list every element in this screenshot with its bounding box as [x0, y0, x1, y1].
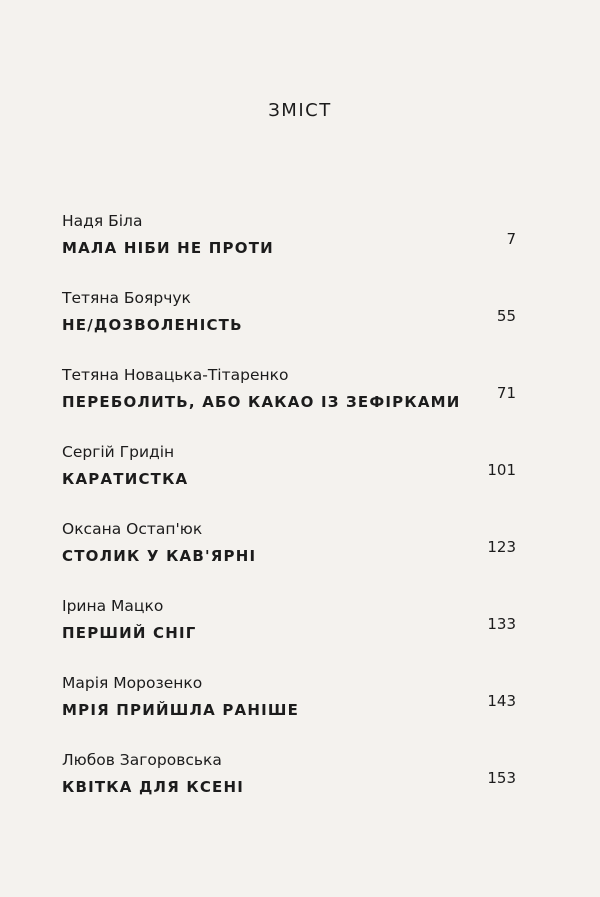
toc-entry [62, 749, 516, 826]
toc-entry [62, 287, 516, 364]
toc-entry [62, 518, 516, 595]
entry-page-number: 123 [487, 538, 516, 556]
entry-page-number: 71 [496, 384, 516, 402]
entry-author: Оксана Остап'юк [62, 520, 203, 538]
toc-entry [62, 441, 516, 518]
entry-author: Тетяна Боярчук [62, 289, 191, 307]
entry-story-title: КВІТКА ДЛЯ КСЕНІ [62, 778, 245, 796]
entry-story-title: МАЛА НІБИ НЕ ПРОТИ [62, 239, 274, 257]
entry-author: Марія Морозенко [62, 674, 203, 692]
entry-story-title: НЕ/ДОЗВОЛЕНІСТЬ [62, 316, 243, 334]
entry-page-number: 55 [496, 307, 516, 325]
table-of-contents [62, 210, 516, 826]
entry-story-title: КАРАТИСТКА [62, 470, 189, 488]
entry-author: Любов Загоровська [62, 751, 222, 769]
entry-story-title: ПЕРЕБОЛИТЬ, АБО КАКАО ІЗ ЗЕФІРКАМИ [62, 393, 461, 411]
toc-entry [62, 364, 516, 441]
entry-page-number: 153 [487, 769, 516, 787]
entry-story-title: МРІЯ ПРИЙШЛА РАНІШЕ [62, 701, 300, 719]
entry-page-number: 143 [487, 692, 516, 710]
toc-entry [62, 672, 516, 749]
toc-entry [62, 595, 516, 672]
entry-story-title: ПЕРШИЙ СНІГ [62, 624, 197, 642]
entry-story-title: СТОЛИК У КАВ'ЯРНІ [62, 547, 257, 565]
entry-author: Надя Біла [62, 212, 143, 230]
entry-author: Тетяна Новацька-Тітаренко [62, 366, 289, 384]
toc-entry [62, 210, 516, 287]
entry-author: Ірина Мацко [62, 597, 164, 615]
entry-page-number: 133 [487, 615, 516, 633]
entry-author: Сергій Гридін [62, 443, 175, 461]
entry-page-number: 101 [487, 461, 516, 479]
entry-page-number: 7 [506, 230, 516, 248]
page-title: ЗМІСТ [268, 100, 332, 121]
